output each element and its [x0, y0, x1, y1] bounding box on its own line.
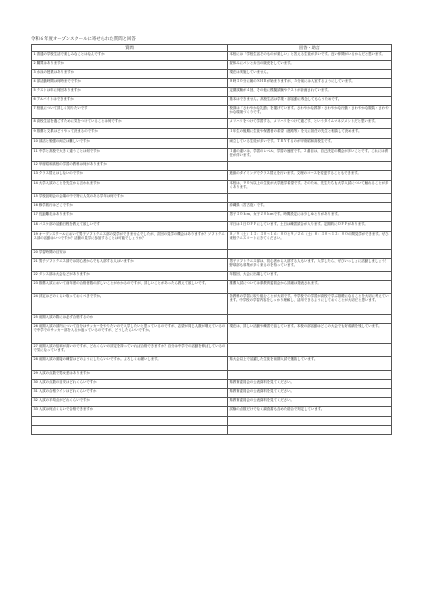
table-row — [32, 294, 392, 315]
question-cell: 9 推薦と文系はどうやって決まるのですか — [32, 129, 228, 139]
answer-cell: メリハリをつけて学習する、メリハリをつけて過ごす、というタイムマネジメントだと思います。 — [228, 119, 392, 129]
question-cell: 33 入試は何点くらいで合格できますか — [32, 407, 228, 417]
qa-table-body — [32, 52, 392, 435]
answer-cell — [228, 344, 392, 357]
answer-cell: ８時３０分に朝のＳＨＲが始まりますが、５分前には入室するようにしています。 — [228, 79, 392, 88]
answer-cell: 年数回、大会に出場しています。 — [228, 272, 392, 281]
answer-header: 回答・助言 — [228, 45, 392, 52]
table-row — [32, 106, 392, 119]
answer-cell: 定期試験が４回、その他に模擬試験やテストが計画されています。 — [228, 88, 392, 97]
answer-cell — [228, 417, 392, 426]
table-row — [32, 417, 392, 426]
answer-cell: 男子ソフトテニス部は、初心者から入部する人もいます。入学したら、ぜひいっしょに活動しましょう！野球部も募集が多く来るのを待っています。 — [228, 259, 392, 272]
question-cell: 24 評定はどのくらい取っておくべきですか。 — [32, 294, 228, 315]
answer-cell: 沖縄県（宮古島）です。 — [228, 203, 392, 212]
answer-cell — [228, 426, 392, 435]
question-cell: 7 校風について詳しく知りたいです — [32, 106, 228, 119]
question-cell: 26 前期入試の部内について自分はサッカーをやりたいので入学したいと思っているのですが、志望が同じ人数が増えているので中学でのサッカー部を入るか迷っているのですが、どうしたらいいですか。 — [32, 324, 228, 344]
table-row — [32, 371, 392, 380]
answer-cell: １年生の後期に生徒や保護者の希望（進路等）を元に担任の先生と相談して決めます。 — [228, 129, 392, 139]
question-cell — [32, 426, 228, 435]
table-row — [32, 407, 392, 417]
table-row — [32, 232, 392, 250]
question-cell: 27 前期入試の倍率が高いのですが、どれくらいの評定を持っていれば合格できますか？自分は中学での活動を伸ばしているので気になっています。 — [32, 344, 228, 357]
document-title: 令和６年度オープンスクールに寄せられた質問と回答 — [31, 37, 136, 42]
table-row — [32, 162, 392, 171]
question-header: 質問 — [32, 45, 228, 52]
question-cell: 19 オープンスクールにおいて男子ソフトテニス部の見学ができませんでしたが、次回の見学の機会はありますか？ソフトテニス部の活動はいつですか？活動の見学に参加することは可能でしょうか？ — [32, 232, 228, 250]
question-cell: 21 男子ソフトテニス部では初心者からでも入部する人はいますか — [32, 259, 228, 272]
answer-cell: 本校は、９０％以上の生徒が大学進学希望です。そのため、先生たちも大学入試について触れることが多くあります。 — [228, 181, 392, 194]
question-cell: 11 中学と高校で大きく違うことは何ですか — [32, 149, 228, 162]
question-cell: 23 推薦入試において前年度の合格者数の詳しいことがわかるのですが、詳しいことがあったら教えて欲しいです。 — [32, 281, 228, 294]
answer-cell: 試験の点数だけでなく調査書も含めた総合で判定しています。 — [228, 407, 392, 417]
table-row — [32, 171, 392, 181]
question-cell: 4 部活動時間は何時までですか — [32, 79, 228, 88]
table-row — [32, 222, 392, 232]
table-row — [32, 97, 392, 106]
question-cell: 22 ダンス部は大会などがありますか — [32, 272, 228, 281]
answer-cell: 県教育委員会の公表資料を見てください。 — [228, 380, 392, 389]
answer-cell — [228, 250, 392, 259]
table-row — [32, 259, 392, 272]
table-row — [32, 61, 392, 70]
answer-cell: 本校には「学校生活そのものが楽しい」と答える生徒が多いです。良い仲間がいるからだと思います。 — [228, 52, 392, 61]
answer-cell — [228, 194, 392, 203]
table-row — [32, 344, 392, 357]
table-row — [32, 315, 392, 324]
table-row — [32, 281, 392, 294]
question-cell: 13 クラス替えはしないのですか — [32, 171, 228, 181]
question-cell: 30 入試の点数の目安はどれくらいですか — [32, 380, 228, 389]
answer-cell — [228, 371, 392, 380]
question-cell: 8 高校生活を過ごすために気をつけていることは何ですか — [32, 119, 228, 129]
table-row — [32, 426, 392, 435]
table-header-row — [32, 45, 392, 52]
answer-cell: 男子３０ｋｍ、女子２０ｋｍです。時間設定には少しゆとりがあります。 — [228, 212, 392, 222]
answer-cell: 県大会以上で活躍した生徒を前期入試で選抜しています。 — [228, 357, 392, 371]
table-row — [32, 139, 392, 149]
answer-cell: １番の違いは、学習のレベル、学習の速度です。２番目は、自己決定の機会が多いことです。これには責任が伴います。 — [228, 149, 392, 162]
table-row — [32, 129, 392, 139]
answer-cell: 進級のタイミングでクラス替えを行います。文理のコースを変更することもできます。 — [228, 171, 392, 181]
question-cell: 1 普通の学校生活で楽しみなことはなんですか — [32, 52, 228, 61]
table-row — [32, 380, 392, 389]
qa-table — [31, 44, 392, 435]
table-row — [32, 389, 392, 398]
question-cell: 17 長距離走はありますか — [32, 212, 228, 222]
question-cell: 15 学校説明会の会場の中で特に人気のある学年は何ですか — [32, 194, 228, 203]
question-cell: 5 テストは年に何回ありますか — [32, 88, 228, 97]
answer-cell: 現在は、詳しい活動や練習で話しています。本校の部活動はどこの大会でも好成績を残しています。 — [228, 324, 392, 344]
table-row — [32, 398, 392, 407]
question-cell: 31 入試の合格ラインはどれくらいですか — [32, 389, 228, 398]
answer-cell: ８／９（土）１３：３０～１６：００と９／２６（土）８：３０～１２：００の間見学ができます。ぜひ来校テニスコートにきてください。 — [228, 232, 392, 250]
question-cell: 32 入試の平均点がどれくらいですか — [32, 398, 228, 407]
answer-cell: 県教育委員会の公表資料を見てください。 — [228, 389, 392, 398]
table-row — [32, 79, 392, 88]
question-cell: 6 アルバイトはできますか — [32, 97, 228, 106]
table-row — [32, 88, 392, 97]
table-row — [32, 194, 392, 203]
table-row — [32, 52, 392, 61]
question-cell: 12 甲府昭和高校の学習の教科は何がありますか — [32, 162, 228, 171]
answer-cell: 現在は実施していません。 — [228, 70, 392, 79]
table-row — [32, 272, 392, 281]
table-row — [32, 212, 392, 222]
question-cell: 28 前期入試の面接の練習はどのようにしたらいいですか。よろしくお願いします。 — [32, 357, 228, 371]
answer-cell: 昼休みにパンと弁当の販売をしています。 — [228, 61, 392, 70]
answer-cell — [228, 162, 392, 171]
table-row — [32, 70, 392, 79]
answer-cell: 基本はできません。高校生活は学業・部活動に専念してもらうためです。 — [228, 97, 392, 106]
table-row — [32, 119, 392, 129]
table-row — [32, 203, 392, 212]
answer-cell: 校訓は「さわやかな礼節」を掲げています。さわやかな挨拶・さわやかな行動・さわやかな服装・さわやかな環境づくりです。 — [228, 106, 392, 119]
answer-cell: 県教育委員会の公表資料を見てください。 — [228, 398, 392, 407]
question-cell: 14 大学入試のことを先生から言われますか — [32, 181, 228, 194]
table-row — [32, 250, 392, 259]
answer-cell: 推薦入試については県教育委員会から詳細は発表されます。 — [228, 281, 392, 294]
table-row — [32, 357, 392, 371]
answer-cell: 各教科の学習に取り組むことが大切です。中学校での学習が高校で学ぶ基礎になることを大切に考えています。中学校の学習内容をしっかり理解し、活用できるようにしておくことが大切だと思います。 — [228, 294, 392, 315]
question-cell: 25 前期入試の際には必ず合格するのか — [32, 315, 228, 324]
question-cell — [32, 417, 228, 426]
answer-cell: 両立している生徒が多いです。ＴＲＹするのが甲府昭和高校生です。 — [228, 139, 392, 149]
answer-cell — [228, 315, 392, 324]
question-cell: 20 学習時間の目安は — [32, 250, 228, 259]
question-cell: 29 入試の点数で男女差はありますか — [32, 371, 228, 380]
question-cell: 3 水泳の授業はありますか — [32, 70, 228, 79]
table-row — [32, 181, 392, 194]
question-cell: 16 修学旅行はどこですか — [32, 203, 228, 212]
table-row — [32, 149, 392, 162]
question-cell: 2 購買はありますか — [32, 61, 228, 70]
table-row — [32, 324, 392, 344]
question-cell: 10 部活と勉強の両立は難しいですか — [32, 139, 228, 149]
question-cell: 18 バスケ部の活動日程を教えて欲しいです — [32, 222, 228, 232]
answer-cell: 平日は１日ＯＦＦにしています。土日は練習試合が入ります。定期的にＯＦＦがあります。 — [228, 222, 392, 232]
